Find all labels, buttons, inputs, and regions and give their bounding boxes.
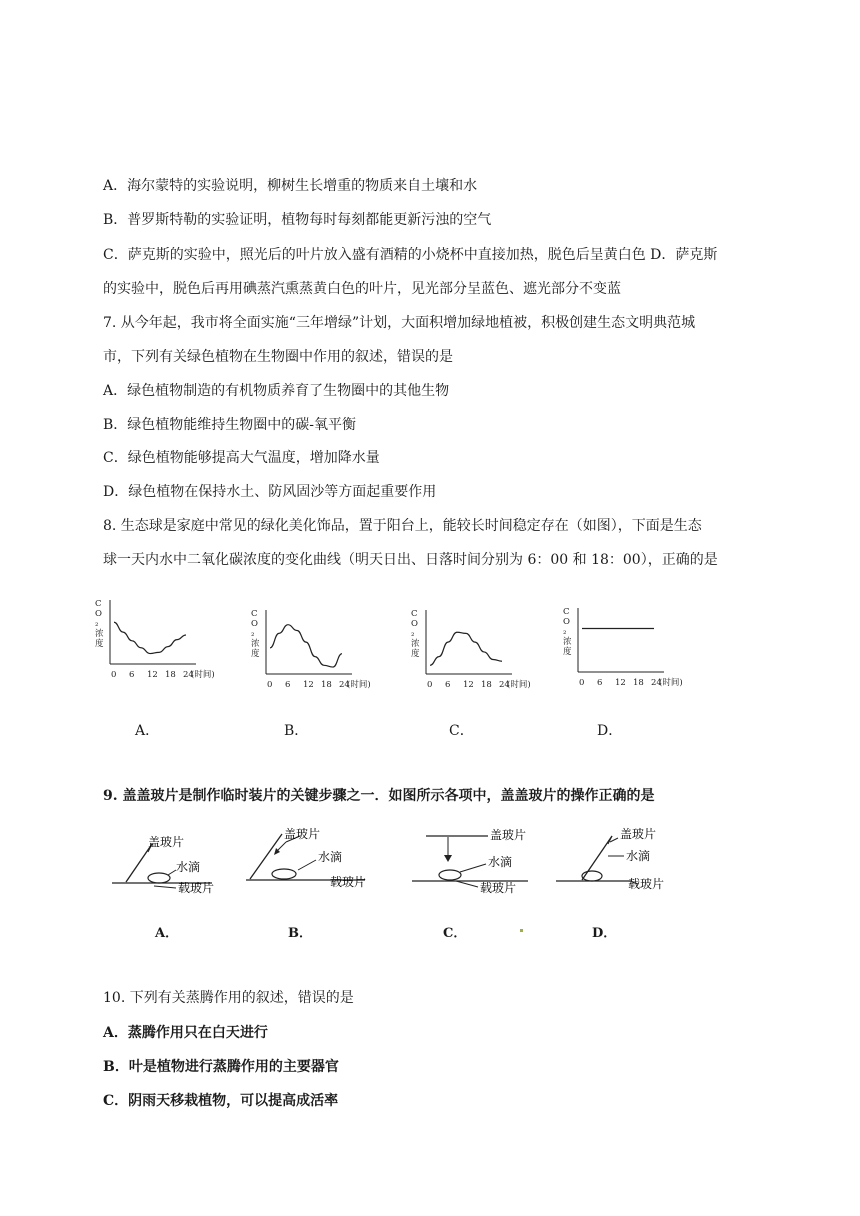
q8-label-a: A． (135, 723, 160, 739)
water-label: 水滴 (488, 855, 513, 869)
co2-curve (430, 632, 502, 665)
x-tick-label: 18 (633, 678, 644, 688)
x-tick-label: 0 (111, 670, 117, 680)
figure-d-svg (552, 824, 677, 892)
x-tick-label: 24 (339, 680, 350, 690)
q9-stem: 9. 盖盖玻片是制作临时装片的关键步骤之一．如图所示各项中，盖盖玻片的操作正确的是 (103, 788, 655, 804)
q9-label-b: B． (288, 926, 312, 941)
figure-b-svg (240, 824, 370, 888)
y-axis-label: C O ₂ 浓度 (251, 609, 260, 659)
x-axis-label: (时间) (347, 680, 371, 690)
q6-option-a: A．海尔蒙特的实验说明，柳树生长增重的物质来自土壤和水 (103, 178, 478, 194)
x-axis-label: (时间) (191, 670, 215, 680)
x-tick-label: 6 (129, 670, 135, 680)
y-axis-label: C O ₂ 浓度 (563, 607, 572, 657)
q6-option-c-d: C．萨克斯的实验中，照光后的叶片放入盛有酒精的小烧杯中直接加热，脱色后呈黄白色 D．萨克斯 (103, 247, 718, 263)
figure-c-svg (408, 824, 543, 896)
q9-figure-a (108, 830, 223, 895)
x-tick-label: 6 (445, 680, 451, 690)
q10-option-b-text: 叶是植物进行蒸腾作用的主要器官 (128, 1059, 339, 1075)
q7-option-c: C．绿色植物能够提高大气温度，增加降水量 (103, 450, 380, 466)
x-tick-label: 0 (579, 678, 585, 688)
q9-figure-d (552, 824, 677, 892)
x-tick-label: 24 (499, 680, 510, 690)
co2-curve (270, 625, 342, 667)
slide-label: 载玻片 (480, 881, 517, 895)
x-tick-label: 0 (427, 680, 433, 690)
x-tick-label: 18 (481, 680, 492, 690)
slide-label: 载玻片 (628, 877, 665, 891)
water-label: 水滴 (626, 849, 651, 863)
q9-label-c: C． (443, 926, 467, 941)
q6-option-b: B．普罗斯特勒的实验证明，植物每时每刻都能更新污浊的空气 (103, 212, 492, 228)
x-tick-label: 24 (183, 670, 194, 680)
y-axis-label: C O ₂ 浓度 (95, 599, 104, 649)
water-label: 水滴 (318, 850, 343, 864)
q10-option-a-text: 蒸腾作用只在白天进行 (127, 1025, 268, 1041)
x-tick-label: 12 (303, 680, 314, 690)
q7-stem-line-1: 7. 从今年起，我市将全面实施“三年增绿”计划，大面积增加绿地植被，积极创建生态文明典范城 (103, 315, 696, 331)
coverslip-label: 盖玻片 (148, 835, 185, 849)
slide-label: 载玻片 (178, 881, 215, 895)
x-tick-label: 0 (267, 680, 273, 690)
x-axis-label: (时间) (659, 678, 683, 688)
coverslip-label: 盖玻片 (284, 827, 321, 841)
coverslip-label: 盖玻片 (490, 828, 527, 842)
q7-option-d: D．绿色植物在保持水土、防风固沙等方面起重要作用 (103, 484, 437, 500)
q7-option-a: A．绿色植物制造的有机物质养育了生物圈中的其他生物 (103, 383, 450, 399)
x-tick-label: 18 (165, 670, 176, 680)
q8-stem-line-1: 8. 生态球是家庭中常见的绿化美化饰品，置于阳台上，能较长时间稳定存在（如图），下面是生态 (103, 518, 702, 534)
stray-dot (520, 929, 523, 932)
q6-option-d-continued: 的实验中，脱色后再用碘蒸汽熏蒸黄白色的叶片，见光部分呈蓝色、遮光部分不变蓝 (103, 281, 621, 297)
q9-label-a: A． (155, 926, 179, 941)
q9-label-d: D． (592, 926, 617, 941)
q10-option-b-letter: B． (103, 1059, 129, 1075)
x-tick-label: 24 (651, 678, 662, 688)
q7-stem-line-2: 市，下列有关绿色植物在生物圈中作用的叙述，错误的是 (103, 349, 453, 365)
x-tick-label: 6 (597, 678, 603, 688)
figure-a-svg (108, 830, 223, 895)
q7-option-b: B．绿色植物能维持生物圈中的碳-氧平衡 (103, 417, 357, 433)
chart-c-svg (408, 604, 536, 700)
q8-label-c: C． (449, 723, 474, 739)
q9-figure-c (408, 824, 543, 896)
x-tick-label: 12 (463, 680, 474, 690)
q10-option-b (103, 1057, 339, 1077)
q8-chart-c (408, 604, 536, 700)
x-tick-label: 6 (285, 680, 291, 690)
x-axis-label: (时间) (507, 680, 531, 690)
x-tick-label: 12 (147, 670, 158, 680)
q8-chart-d (560, 602, 686, 698)
chart-d-svg (560, 602, 686, 698)
q10-option-a-letter: A． (103, 1025, 128, 1041)
slide-label: 载玻片 (330, 875, 367, 889)
y-axis-label: C O ₂ 浓度 (411, 609, 420, 659)
water-label: 水滴 (176, 860, 201, 874)
x-tick-label: 18 (321, 680, 332, 690)
q10-option-c-letter: C． (103, 1093, 129, 1109)
q8-label-d: D． (597, 723, 623, 739)
x-tick-label: 12 (615, 678, 626, 688)
coverslip-label: 盖玻片 (620, 827, 657, 841)
chart-a-svg (92, 594, 215, 690)
q8-label-b: B． (284, 723, 309, 739)
q10-option-a (103, 1023, 268, 1043)
q8-chart-a (92, 594, 215, 690)
q8-stem-line-2: 球一天内水中二氧化碳浓度的变化曲线（明天日出、日落时间分别为 6：00 和 18：00），正确的是 (103, 552, 718, 568)
q9-figure-b (240, 824, 370, 888)
chart-b-svg (248, 604, 371, 700)
q10-option-c-text: 阴雨天移栽植物，可以提高成活率 (128, 1093, 339, 1109)
q8-chart-b (248, 604, 371, 700)
co2-curve (114, 622, 186, 653)
q10-stem: 10. 下列有关蒸腾作用的叙述，错误的是 (103, 990, 354, 1006)
q10-option-c (103, 1091, 338, 1111)
